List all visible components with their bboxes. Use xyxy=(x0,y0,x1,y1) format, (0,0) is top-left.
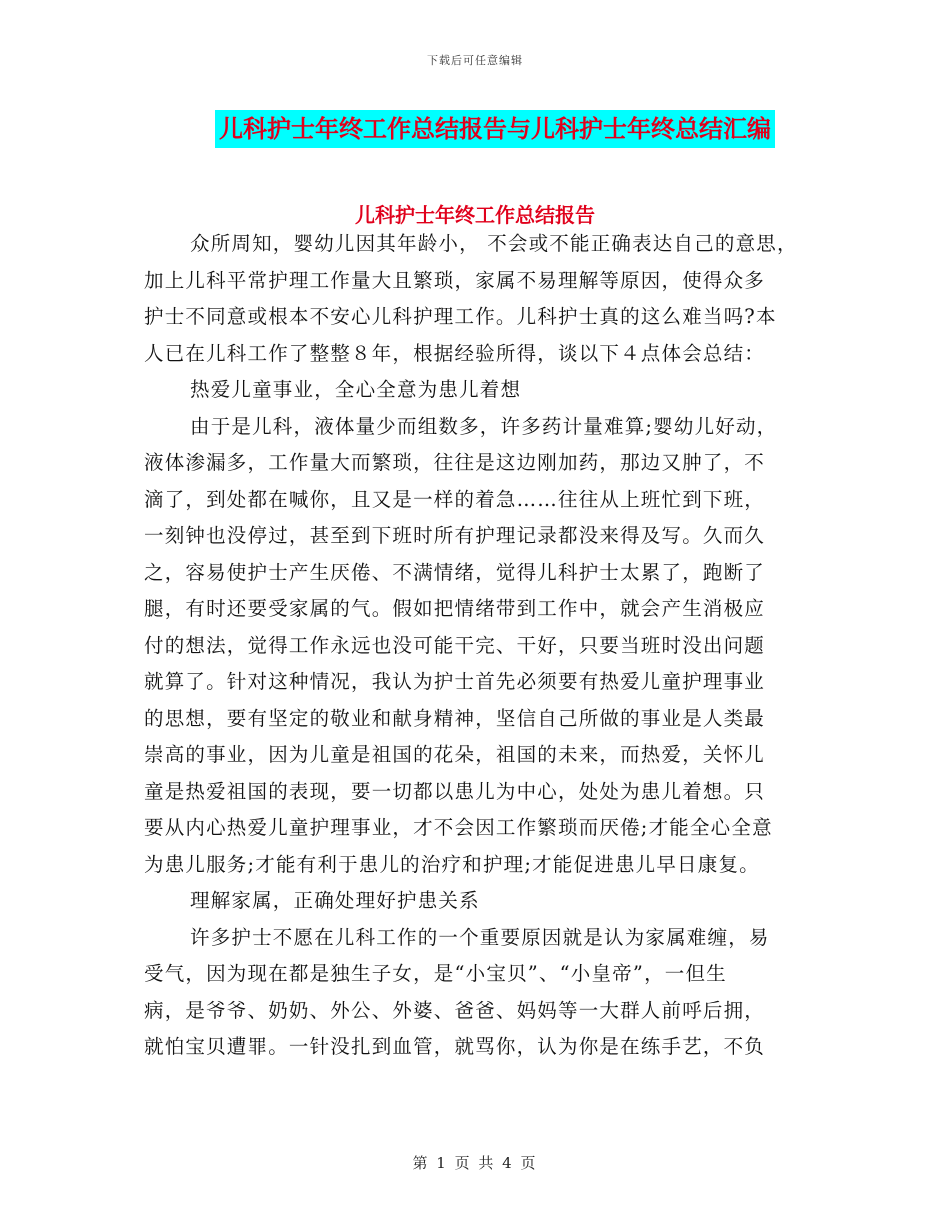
paragraph-line: 众所周知，婴幼儿因其年龄小， 不会或不能正确表达自己的意思， xyxy=(190,232,798,255)
paragraph-line: 受气，因为现在都是独生子女，是“小宝贝”、“小皇帝”，一但生 xyxy=(144,962,727,985)
paragraph-line: 许多护士不愿在儿科工作的一个重要原因就是认为家属难缠，易 xyxy=(190,925,770,949)
paragraph-line: 要从内心热爱儿童护理事业，才不会因工作繁琐而厌倦;才能全心全意 xyxy=(144,816,773,839)
paragraph-line: 由于是儿科，液体量少而组数多，许多药计量难算;婴幼儿好动， xyxy=(190,414,778,438)
paragraph-line: 为患儿服务;才能有利于患儿的治疗和护理;才能促进患儿早日康复。 xyxy=(144,852,760,876)
paragraph-line: 护士不同意或根本不安心儿科护理工作。儿科护士真的这么难当吗?本 xyxy=(144,305,777,328)
paragraph-line: 的思想，要有坚定的敬业和献身精神，坚信自己所做的事业是人类最 xyxy=(144,706,766,730)
section-title: 儿科护士年终工作总结报告 xyxy=(355,203,595,227)
paragraph-line: 病，是爷爷、奶奶、外公、外婆、爸爸、妈妈等一大群人前呼后拥， xyxy=(144,998,766,1022)
page-header: 下载后可任意编辑 xyxy=(427,54,523,67)
body-text xyxy=(144,218,814,1066)
paragraph-line: 滴了，到处都在喊你，且又是一样的着急……往往从上班忙到下班， xyxy=(144,487,766,511)
paragraph-line: 付的想法，觉得工作永远也没可能干完、干好，只要当班时没出问题 xyxy=(144,633,766,657)
paragraph-line: 一刻钟也没停过，甚至到下班时所有护理记录都没来得及写。久而久 xyxy=(144,524,766,547)
paragraph-line: 人已在儿科工作了整整８年，根据经验所得，谈以下４点体会总结： xyxy=(144,341,766,365)
paragraph-line: 液体渗漏多，工作量大而繁琐，往往是这边刚加药，那边又肿了，不 xyxy=(144,451,766,474)
paragraph-line: 童是热爱祖国的表现，要一切都以患儿为中心，处处为患儿着想。只 xyxy=(144,779,766,803)
document-title: 儿科护士年终工作总结报告与儿科护士年终总结汇编 xyxy=(215,110,775,148)
subheading-line: 理解家属，正确处理好护患关系 xyxy=(190,889,480,912)
paragraph-line: 崇高的事业，因为儿童是祖国的花朵，祖国的未来，而热爱，关怀儿 xyxy=(144,743,766,766)
paragraph-line: 之，容易使护士产生厌倦、不满情绪，觉得儿科护士太累了，跑断了 xyxy=(144,560,766,584)
paragraph-line: 就算了。针对这种情况，我认为护士首先必须要有热爱儿童护理事业 xyxy=(144,670,766,693)
paragraph-line: 就怕宝贝遭罪。一针没扎到血管，就骂你，认为你是在练手艺，不负 xyxy=(144,1035,766,1058)
document-title-container xyxy=(0,110,950,148)
page-footer: 第 1 页 共 4 页 xyxy=(412,1154,538,1172)
paragraph-line: 腿，有时还要受家属的气。假如把情绪带到工作中，就会产生消极应 xyxy=(144,597,766,620)
paragraph-line: 加上儿科平常护理工作量大且繁琐，家属不易理解等原因，使得众多 xyxy=(144,268,766,292)
subheading-line: 热爱儿童事业，全心全意为患儿着想 xyxy=(190,378,522,401)
